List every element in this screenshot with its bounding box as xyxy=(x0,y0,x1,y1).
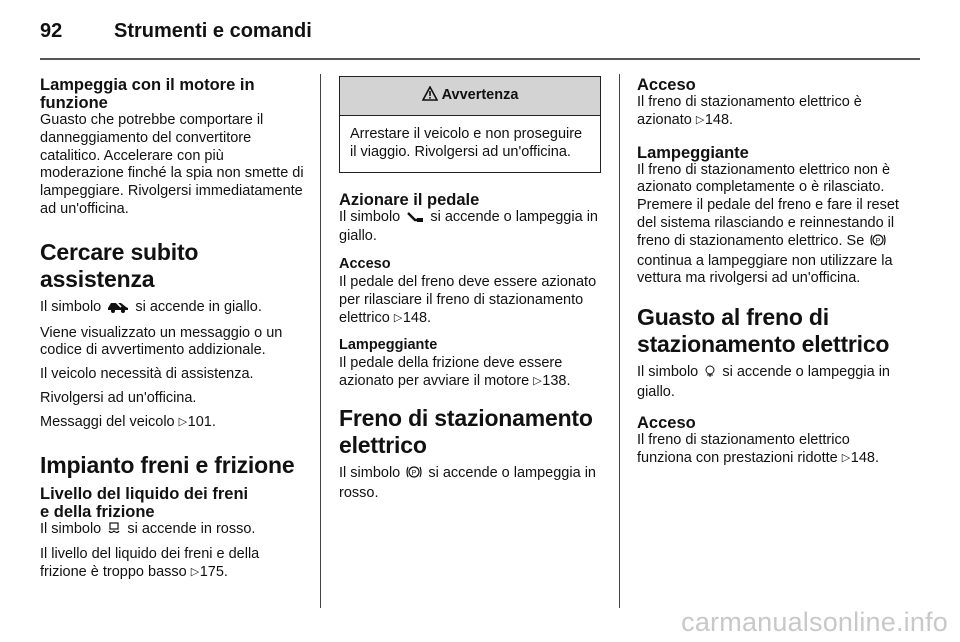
watermark: carmanualsonline.info xyxy=(681,607,948,637)
subsection-title-flashing: Lampeggiante xyxy=(637,143,749,162)
paragraph-parking-brake-symbol: Il simbolo P si accende o lampeggia in rosso. xyxy=(339,464,596,501)
paragraph-brake-fluid-low: Il livello del liquido dei freni e della frizione è troppo basso ▷175. xyxy=(40,546,260,581)
section-title-brake-fluid: Livello del liquido dei freni e della frizione xyxy=(40,484,249,521)
warning-text: Arrestare il veicolo e non proseguire il viaggio. Rivolgersi ad un'officina. xyxy=(350,126,583,160)
paragraph-reduced-performance: Il freno di stazionamento elettrico funziona con prestazioni ridotte ▷148. xyxy=(637,431,879,466)
subsection-title-flashing: Lampeggiante xyxy=(339,337,438,354)
paragraph-flashing: Il pedale della frizione deve essere azionato per avviare il motore ▷138. xyxy=(339,355,571,389)
warning-title: Avvertenza xyxy=(441,87,519,104)
paragraph-vehicle-messages: Messaggi del veicolo ▷101. xyxy=(40,413,216,430)
page-reference-icon: ▷ xyxy=(533,374,542,387)
parking-brake-fault-icon xyxy=(704,364,716,384)
paragraph-service-needed: Il veicolo necessità di assistenza. xyxy=(40,366,254,383)
page-reference-icon: ▷ xyxy=(190,566,200,579)
page-reference-icon: ▷ xyxy=(178,415,188,428)
column-1 xyxy=(40,76,308,588)
paragraph-service-message: Viene visualizzato un messaggio o un codice di avvertimento addizionale. xyxy=(40,324,283,359)
parking-brake-icon xyxy=(870,233,886,253)
paragraph-service-workshop: Rivolgersi ad un'officina. xyxy=(40,389,197,406)
column-2 xyxy=(339,76,601,508)
paragraph-engine-flash: Guasto che potrebbe comportare il danneggiamento del convertitore catalitico. Accelerare con più moderazione finché la spia non smette di lampeggiare. Rivolgersi immediatamente ad un'officina. xyxy=(40,112,304,217)
column-3 xyxy=(637,76,907,473)
page-reference-icon: ▷ xyxy=(695,113,705,126)
brake-fluid-icon xyxy=(107,521,121,541)
warning-triangle-icon xyxy=(422,86,438,107)
section-title-electric-parking-brake: Freno di stazionamento elettrico xyxy=(339,404,593,458)
page-reference-icon: ▷ xyxy=(841,451,851,464)
paragraph-fault-symbol: Il simbolo si accende o lampeggia in giallo. xyxy=(637,364,890,400)
paragraph-on: Il pedale del freno deve essere azionato per rilasciare il freno di stazionamento elettrico ▷148. xyxy=(339,273,597,326)
paragraph-press-pedal: Il simbolo si accende o lampeggia in giallo. xyxy=(339,208,598,245)
parking-brake-icon xyxy=(406,465,422,485)
chapter-title: Strumenti e comandi xyxy=(114,20,312,42)
page-number: 92 xyxy=(40,20,63,42)
section-title-service: Cercare subito assistenza xyxy=(40,238,199,292)
column-divider-1 xyxy=(320,74,321,608)
section-title-press-pedal: Azionare il pedale xyxy=(339,190,480,209)
svg-text:P: P xyxy=(875,237,881,245)
paragraph-service-symbol: Il simbolo si accende in giallo. xyxy=(40,299,308,319)
paragraph-brake-fluid-symbol: Il simbolo si accende in rosso. xyxy=(40,521,308,541)
paragraph-parking-brake-flashing: Il freno di stazionamento elettrico non è azionato completamente o è rilasciato. Premere il pedale del freno e fare il reset del sistema rilasciando e reinnestando il freno di stazionamento elettrico. Se P continua a lampeggiare non utilizzare la vettura ma rivolgersi ad un'officina. xyxy=(637,161,899,287)
section-title-engine-flash: Lampeggia con il motore in funzione xyxy=(40,76,255,112)
warning-box xyxy=(339,76,601,173)
header-rule xyxy=(40,58,920,60)
warning-header xyxy=(340,77,600,116)
paragraph-parking-brake-on: Il freno di stazionamento elettrico è azionato ▷148. xyxy=(637,94,862,128)
subsection-title-on-2: Acceso xyxy=(637,413,696,432)
pedal-icon xyxy=(406,211,424,229)
wrench-car-icon xyxy=(107,299,129,319)
subsection-title-on: Acceso xyxy=(637,76,696,94)
page-header xyxy=(40,14,920,54)
svg-text:P: P xyxy=(411,469,417,477)
page-reference-icon: ▷ xyxy=(393,311,403,324)
section-title-parking-brake-fault: Guasto al freno di stazionamento elettrico xyxy=(637,304,890,358)
section-title-brakes: Impianto freni e frizione xyxy=(40,451,295,478)
subsection-title-on: Acceso xyxy=(339,256,391,273)
column-divider-2 xyxy=(619,74,620,608)
